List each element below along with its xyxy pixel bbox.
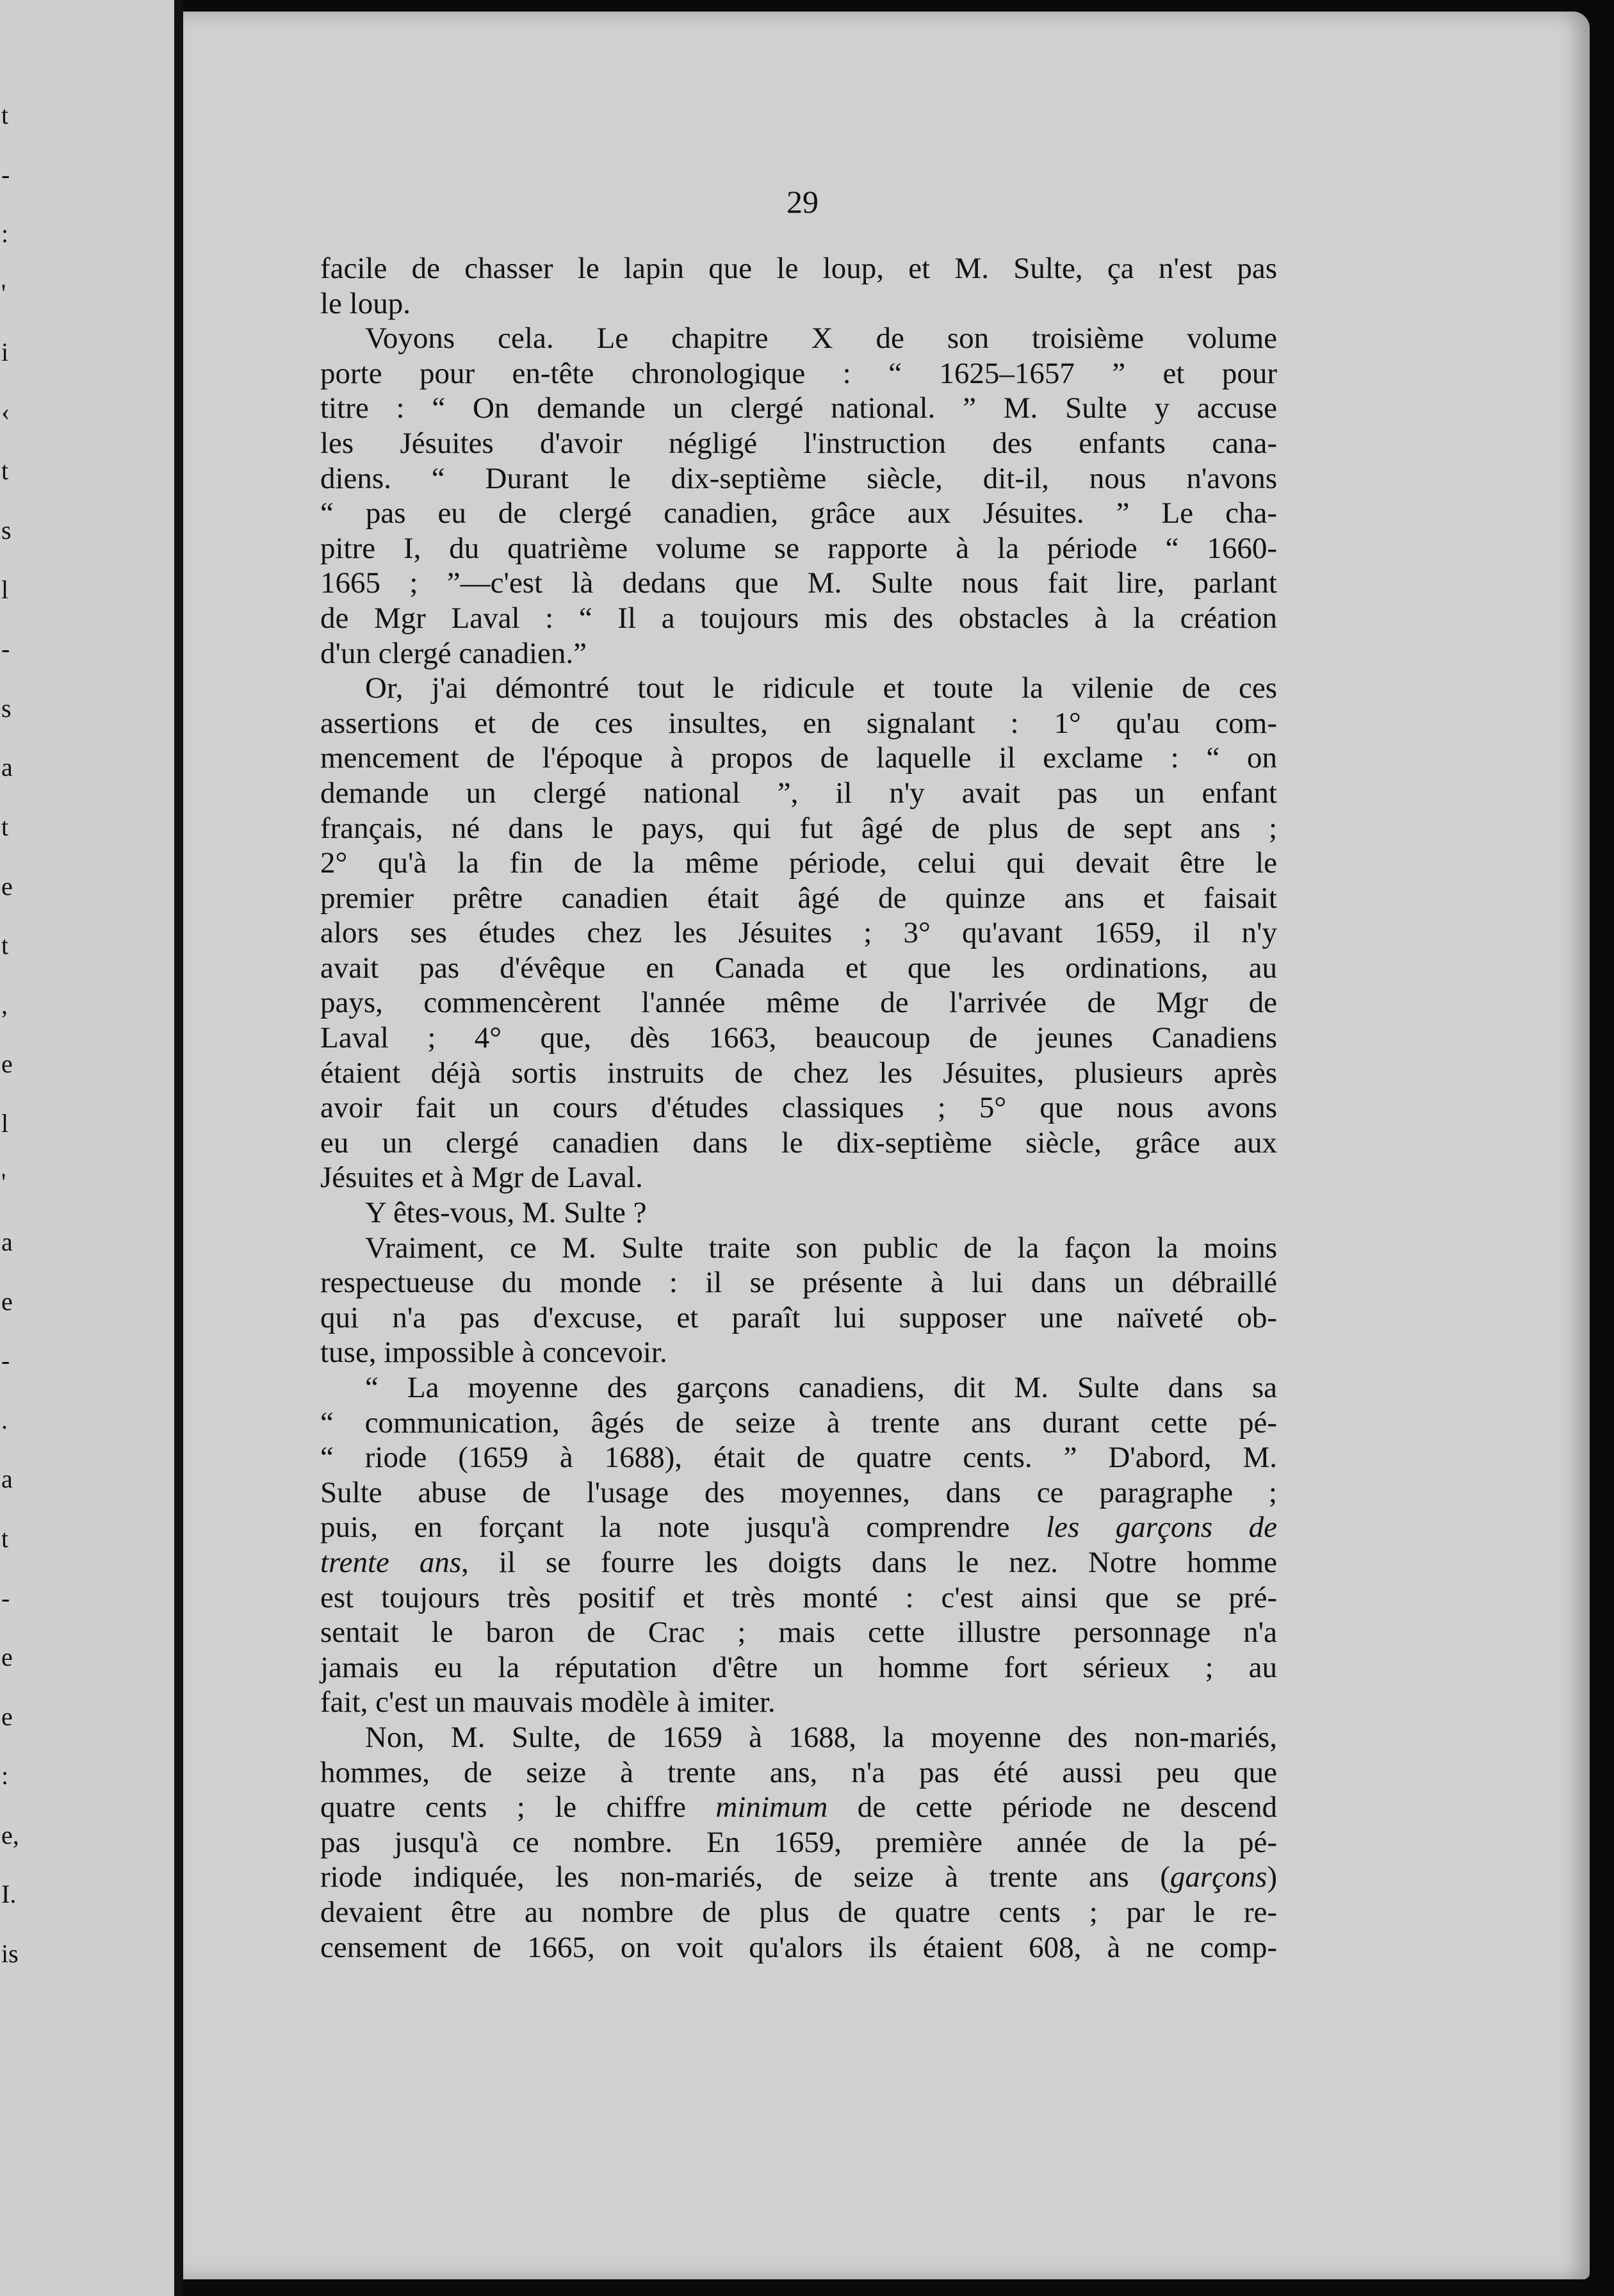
text-segment: les Jésuites d'avoir négligé l'instruction des enfants cana- bbox=[320, 426, 1277, 460]
text-line bbox=[320, 1231, 1277, 1266]
text-line bbox=[320, 1545, 1277, 1580]
text-segment: Voyons cela. Le chapitre X de son troisième volume bbox=[365, 322, 1277, 356]
text-line bbox=[320, 461, 1277, 496]
text-line bbox=[320, 915, 1277, 951]
text-segment: le loup. bbox=[320, 286, 411, 320]
text-line bbox=[320, 951, 1277, 986]
text-segment: porte pour en-tête chronologique : “ 1625–1657 ” et pour bbox=[320, 356, 1277, 390]
margin-fragment: s bbox=[1, 694, 12, 723]
margin-fragment: : bbox=[1, 219, 9, 248]
text-segment: Jésuites et à Mgr de Laval. bbox=[320, 1161, 643, 1195]
text-segment: , il se fourre les doigts dans le nez. Notre homme bbox=[461, 1545, 1277, 1579]
text-segment: Y êtes-vous, M. Sulte ? bbox=[365, 1196, 647, 1230]
text-line bbox=[320, 391, 1277, 426]
margin-fragment: : bbox=[1, 1761, 9, 1790]
text-segment: Laval ; 4° que, dès 1663, beaucoup de jeunes Canadiens bbox=[320, 1021, 1277, 1055]
margin-fragment: a bbox=[1, 1464, 13, 1493]
text-line bbox=[320, 1720, 1277, 1755]
text-segment: est toujours très positif et très monté : c'est ainsi que se pré- bbox=[320, 1580, 1277, 1614]
text-line bbox=[320, 1650, 1277, 1685]
text-segment: de Mgr Laval : “ Il a toujours mis des obstacles à la création bbox=[320, 601, 1277, 635]
margin-fragment: a bbox=[1, 753, 13, 782]
page-number: 29 bbox=[787, 184, 819, 220]
text-segment: de cette période ne descend bbox=[827, 1791, 1277, 1824]
margin-fragment: a bbox=[1, 1227, 13, 1256]
text-line bbox=[320, 1790, 1277, 1825]
margin-fragment: i bbox=[1, 338, 9, 366]
margin-fragment: e bbox=[1, 1287, 13, 1316]
margin-fragment: . bbox=[1, 1406, 8, 1434]
text-segment: alors ses études chez les Jésuites ; 3° qu'avant 1659, il n'y bbox=[320, 916, 1277, 950]
text-segment: qui n'a pas d'excuse, et paraît lui supposer une naïveté ob- bbox=[320, 1300, 1277, 1334]
text-line bbox=[320, 251, 1277, 286]
text-segment: pas jusqu'à ce nombre. En 1659, première année de la pé- bbox=[320, 1825, 1277, 1859]
text-segment: sentait le baron de Crac ; mais cette illustre personnage n'a bbox=[320, 1616, 1277, 1650]
text-line bbox=[320, 1825, 1277, 1860]
italic-text: minimum bbox=[715, 1791, 828, 1824]
text-line bbox=[320, 1895, 1277, 1930]
margin-fragment: e bbox=[1, 872, 13, 901]
text-segment: demande un clergé national ”, il n'y avait pas un enfant bbox=[320, 776, 1277, 810]
text-line bbox=[320, 741, 1277, 776]
text-line bbox=[320, 1510, 1277, 1545]
neighbor-page-edge bbox=[0, 0, 174, 2296]
margin-fragment: I. bbox=[1, 1880, 17, 1908]
text-line bbox=[320, 1475, 1277, 1511]
text-segment: ) bbox=[1267, 1860, 1277, 1894]
text-line bbox=[320, 286, 1277, 322]
text-line bbox=[320, 881, 1277, 916]
text-line bbox=[320, 1406, 1277, 1441]
text-segment: titre : “ On demande un clergé national. ” M. Sulte y accuse bbox=[320, 391, 1277, 425]
text-line bbox=[320, 776, 1277, 811]
text-segment: “ La moyenne des garçons canadiens, dit M. Sulte dans sa bbox=[365, 1371, 1277, 1404]
body-text bbox=[320, 251, 1277, 1965]
text-segment: diens. “ Durant le dix-septième siècle, dit-il, nous n'avons bbox=[320, 461, 1277, 495]
text-line bbox=[320, 321, 1277, 356]
text-line bbox=[320, 671, 1277, 706]
text-segment: mencement de l'époque à propos de laquelle il exclame : “ on bbox=[320, 741, 1277, 775]
text-segment: pitre I, du quatrième volume se rapporte à la période “ 1660- bbox=[320, 531, 1277, 565]
scan-border-right bbox=[1590, 0, 1614, 2296]
margin-fragment: e, bbox=[1, 1821, 19, 1849]
margin-fragment: e bbox=[1, 1049, 13, 1078]
text-line bbox=[320, 1021, 1277, 1056]
text-line bbox=[320, 1335, 1277, 1370]
margin-fragment: e bbox=[1, 1702, 13, 1731]
text-segment: “ riode (1659 à 1688), était de quatre cents. ” D'abord, M. bbox=[320, 1441, 1277, 1475]
margin-fragment: - bbox=[1, 634, 10, 663]
margin-fragment: ' bbox=[1, 1168, 6, 1197]
text-segment: Sulte abuse de l'usage des moyennes, dans ce paragraphe ; bbox=[320, 1475, 1277, 1509]
text-line bbox=[320, 636, 1277, 671]
margin-fragment: ‹ bbox=[1, 397, 10, 426]
text-segment: avoir fait un cours d'études classiques ; 5° que nous avons bbox=[320, 1091, 1277, 1125]
text-line bbox=[320, 1860, 1277, 1895]
text-segment: riode indiquée, les non-mariés, de seize à trente ans ( bbox=[320, 1860, 1170, 1894]
margin-fragment: t bbox=[1, 101, 9, 129]
margin-fragment: - bbox=[1, 160, 10, 189]
margin-fragment: - bbox=[1, 1346, 10, 1375]
text-segment: eu un clergé canadien dans le dix-septième siècle, grâce aux bbox=[320, 1126, 1277, 1160]
text-segment: 2° qu'à la fin de la même période, celui qui devait être le bbox=[320, 846, 1277, 880]
margin-fragment: t bbox=[1, 1524, 9, 1553]
margin-fragment: s bbox=[1, 516, 12, 545]
text-line bbox=[320, 356, 1277, 391]
text-segment: pays, commencèrent l'année même de l'arrivée de Mgr de bbox=[320, 986, 1277, 1020]
text-line bbox=[320, 706, 1277, 741]
text-segment: avait pas d'évêque en Canada et que les ordinations, au bbox=[320, 951, 1277, 985]
text-line bbox=[320, 1265, 1277, 1300]
margin-fragment: , bbox=[1, 990, 8, 1019]
text-segment: puis, en forçant la note jusqu'à comprendre bbox=[320, 1511, 1047, 1545]
text-line bbox=[320, 1126, 1277, 1161]
text-segment: censement de 1665, on voit qu'alors ils étaient 608, à ne comp- bbox=[320, 1930, 1277, 1964]
text-line bbox=[320, 1615, 1277, 1650]
text-segment: quatre cents ; le chiffre bbox=[320, 1791, 716, 1824]
text-line bbox=[320, 1580, 1277, 1616]
text-line bbox=[320, 426, 1277, 461]
text-line bbox=[320, 1370, 1277, 1406]
text-segment: devaient être au nombre de plus de quatre cents ; par le re- bbox=[320, 1895, 1277, 1929]
italic-text: trente ans bbox=[320, 1545, 462, 1579]
text-segment: tuse, impossible à concevoir. bbox=[320, 1336, 667, 1370]
margin-fragment: ' bbox=[1, 279, 6, 308]
text-segment: Or, j'ai démontré tout le ridicule et toute la vilenie de ces bbox=[365, 671, 1277, 705]
text-segment: Non, M. Sulte, de 1659 à 1688, la moyenne des non-mariés, bbox=[365, 1720, 1277, 1754]
margin-fragment: l bbox=[1, 575, 9, 604]
text-line bbox=[320, 811, 1277, 846]
text-line bbox=[320, 601, 1277, 636]
italic-text: garçons bbox=[1170, 1860, 1268, 1894]
text-line bbox=[320, 531, 1277, 566]
text-segment: français, né dans le pays, qui fut âgé de plus de sept ans ; bbox=[320, 811, 1277, 845]
margin-fragment: l bbox=[1, 1109, 9, 1138]
text-segment: jamais eu la réputation d'être un homme fort sérieux ; au bbox=[320, 1650, 1277, 1684]
text-line bbox=[320, 1090, 1277, 1126]
text-segment: étaient déjà sortis instruits de chez les Jésuites, plusieurs après bbox=[320, 1056, 1277, 1090]
text-segment: “ pas eu de clergé canadien, grâce aux Jésuites. ” Le cha- bbox=[320, 496, 1277, 530]
text-line bbox=[320, 496, 1277, 531]
text-segment: fait, c'est un mauvais modèle à imiter. bbox=[320, 1685, 776, 1719]
text-line bbox=[320, 1755, 1277, 1791]
text-segment: “ communication, âgés de seize à trente ans durant cette pé- bbox=[320, 1406, 1277, 1439]
margin-fragment: t bbox=[1, 931, 9, 960]
text-segment: assertions et de ces insultes, en signalant : 1° qu'au com- bbox=[320, 706, 1277, 740]
text-line bbox=[320, 1195, 1277, 1231]
text-segment: d'un clergé canadien.” bbox=[320, 636, 587, 670]
margin-fragment: - bbox=[1, 1584, 10, 1612]
margin-fragment: e bbox=[1, 1643, 13, 1671]
text-segment: hommes, de seize à trente ans, n'a pas été aussi peu que bbox=[320, 1755, 1277, 1789]
text-segment: Vraiment, ce M. Sulte traite son public de la façon la moins bbox=[365, 1231, 1277, 1265]
text-line bbox=[320, 1440, 1277, 1475]
text-line bbox=[320, 1056, 1277, 1091]
margin-fragment: t bbox=[1, 812, 9, 841]
text-line bbox=[320, 985, 1277, 1021]
text-segment: respectueuse du monde : il se présente à lui dans un débraillé bbox=[320, 1266, 1277, 1300]
gutter-line bbox=[174, 0, 183, 2296]
margin-fragment: t bbox=[1, 456, 9, 485]
text-line bbox=[320, 1160, 1277, 1195]
italic-text: les garçons de bbox=[1046, 1511, 1277, 1545]
margin-fragment: is bbox=[1, 1939, 19, 1968]
text-segment: 1665 ; ”—c'est là dedans que M. Sulte nous fait lire, parlant bbox=[320, 566, 1277, 600]
text-line bbox=[320, 1930, 1277, 1965]
text-line bbox=[320, 566, 1277, 601]
text-line bbox=[320, 1300, 1277, 1336]
text-line bbox=[320, 846, 1277, 881]
text-segment: facile de chasser le lapin que le loup, et M. Sulte, ça n'est pas bbox=[320, 252, 1277, 285]
text-segment: premier prêtre canadien était âgé de quinze ans et faisait bbox=[320, 881, 1277, 915]
text-line bbox=[320, 1685, 1277, 1720]
